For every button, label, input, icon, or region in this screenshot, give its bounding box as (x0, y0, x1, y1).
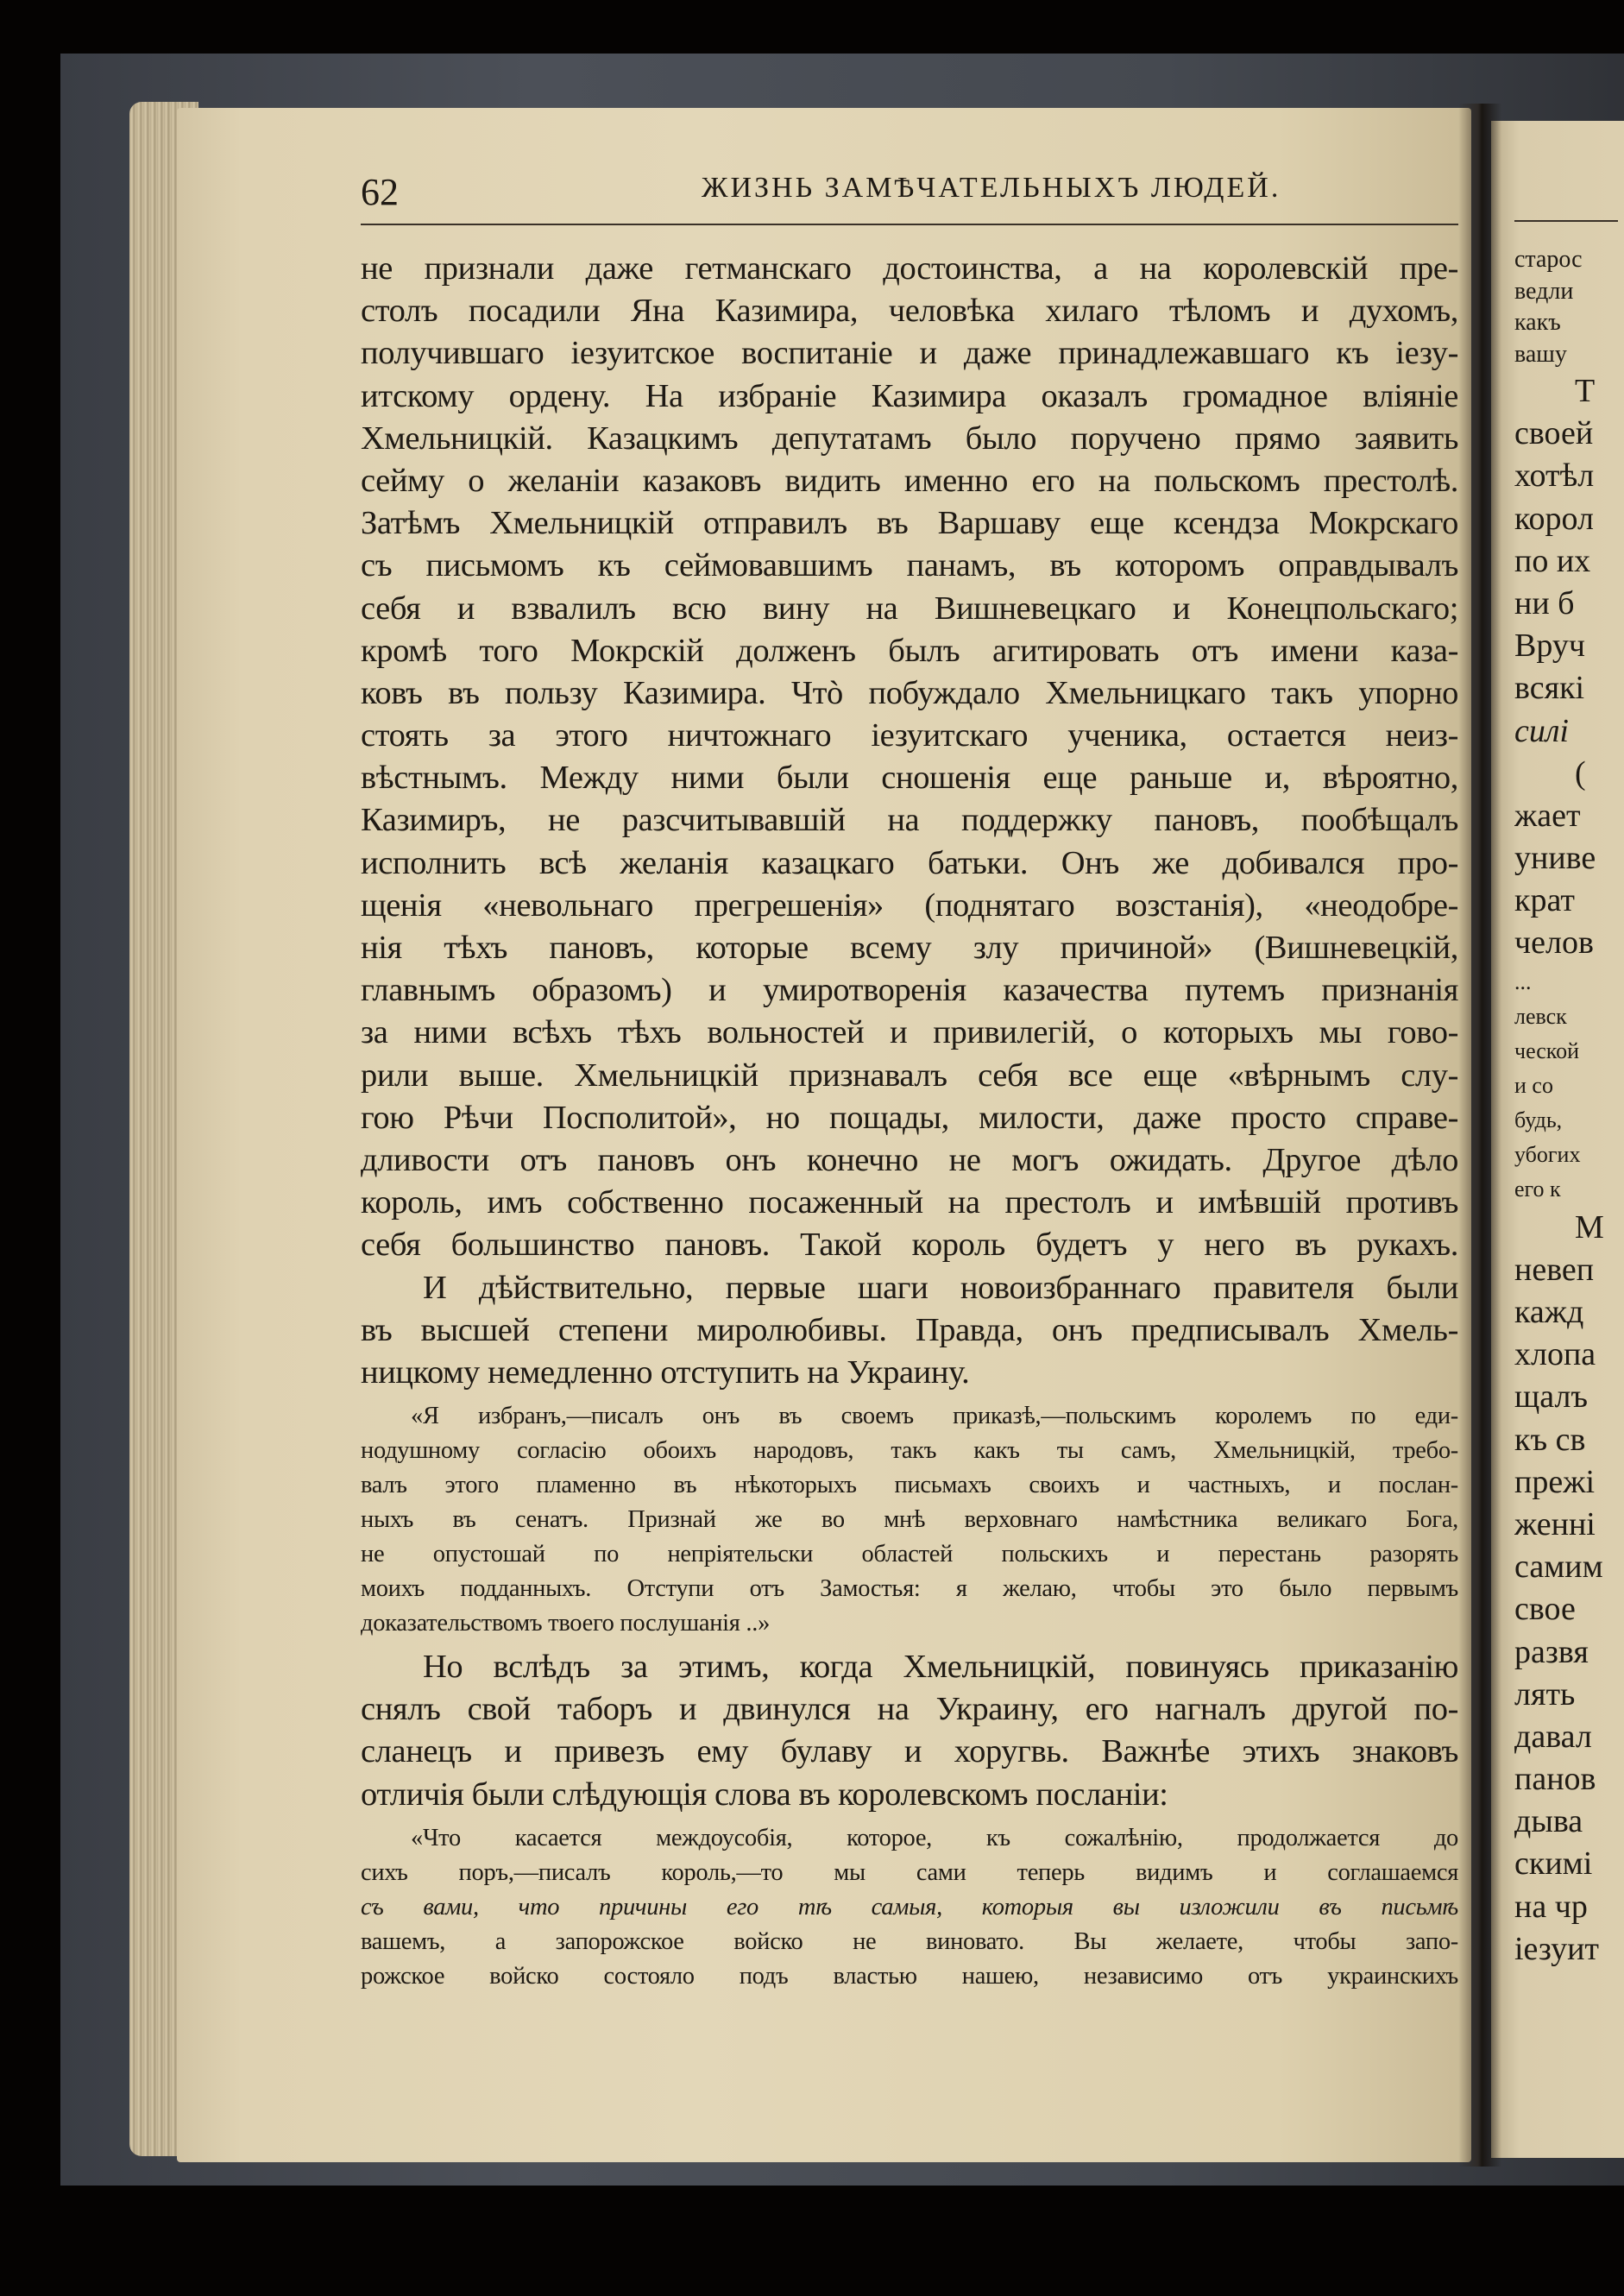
right-line: кажд (1514, 1294, 1584, 1330)
text-line: не признали даже гетманскаго достоинства, а на королевскій пре- (361, 250, 1458, 287)
text-line: Затѣмъ Хмельницкій отправилъ въ Варшаву еще ксендза Мокрскаго (361, 505, 1458, 542)
page-content (361, 168, 1458, 1999)
right-line: женні (1514, 1505, 1596, 1542)
text-line: сейму о желаніи казаковъ видить именно его на польскомъ престолѣ. (361, 462, 1458, 499)
paragraph-2 (361, 1267, 1458, 1395)
book-gutter (1458, 104, 1501, 2167)
quote-line: ныхъ въ сенатъ. Признай же во мнѣ верховнаго намѣстника великаго Бога, (361, 1506, 1458, 1534)
quote-king-letter (361, 1821, 1458, 1994)
right-line: ( (1575, 754, 1586, 792)
right-line: хотѣл (1514, 457, 1595, 495)
right-line: левск (1514, 1003, 1567, 1029)
text-line: нія тѣхъ пановъ, которые всему злу причиной» (Вишневецкій, (361, 930, 1458, 966)
paragraph-1 (361, 248, 1458, 1267)
paragraph-3 (361, 1646, 1458, 1816)
quote-line: моихъ подданныхъ. Отступи отъ Замостья: я желаю, чтобы это было первымъ (361, 1575, 1458, 1603)
right-line: убогих (1514, 1141, 1581, 1167)
right-line: ни б (1514, 584, 1575, 621)
right-line: силі (1514, 712, 1569, 749)
right-line: вашу (1514, 340, 1567, 368)
right-line: будь, (1514, 1107, 1563, 1132)
right-line: корол (1514, 500, 1594, 537)
page-body (361, 248, 1458, 1994)
right-line: на чр (1514, 1888, 1588, 1925)
text-line: король, имъ собственно посаженный на престолъ и имѣвшій противъ (361, 1184, 1458, 1221)
right-line: ческой (1514, 1038, 1580, 1063)
text-line: ницкому немедленно отступить на Украину. (361, 1353, 970, 1391)
text-line: себя и взвалилъ всю вину на Вишневецкаго и Конецпольскаго; (361, 590, 1458, 627)
text-line: стоять за этого ничтожнаго іезуитскаго ученика, остается неиз- (361, 717, 1458, 754)
quote-king-order (361, 1399, 1458, 1641)
right-line: развя (1514, 1633, 1589, 1670)
right-line: къ св (1514, 1421, 1586, 1458)
right-line: давал (1514, 1718, 1592, 1755)
text-line: итскому ордену. На избраніе Казимира оказалъ громадное вліяніе (361, 377, 1458, 414)
right-line: и со (1514, 1072, 1553, 1098)
text-line: исполнить всѣ желанія казацкаго батьки. Онъ же добивался про- (361, 844, 1458, 881)
quote-line: нодушному согласію обоихъ народовъ, такъ какъ ты самъ, Хмельницкій, требо- (361, 1437, 1458, 1465)
text-line: ковъ въ пользу Казимира. Чтò побуждало Хмельницкаго такъ упорно (361, 674, 1458, 711)
quote-line: валъ этого пламенно въ нѣкоторыхъ письмахъ своихъ и частныхъ, и послан- (361, 1472, 1458, 1499)
text-line: столъ посадили Яна Казимира, человѣка хилаго тѣломъ и духомъ, (361, 293, 1458, 330)
text-line: отличія были слѣдующія слова въ королевскомъ посланіи: (361, 1776, 1168, 1813)
quote-line: «Я избранъ,—писалъ онъ въ своемъ приказѣ,—польскимъ королемъ по еди- (411, 1403, 1458, 1430)
running-head: ЖИЗНЬ ЗАМѢЧАТЕЛЬНЫХЪ ЛЮДЕЙ. (702, 172, 1281, 204)
quote-line: «Что касается междоусобія, которое, къ сожалѣнію, продолжается до (411, 1824, 1458, 1851)
right-line: челов (1514, 924, 1594, 962)
quote-line: рожское войско состояло подъ властью нашею, независимо отъ украинскихъ (361, 1962, 1458, 1990)
right-line: іезуит (1514, 1930, 1600, 1967)
text-line: рили выше. Хмельницкій признавалъ себя все еще «вѣрнымъ слу- (361, 1057, 1458, 1094)
text-line: Но вслѣдъ за этимъ, когда Хмельницкій, повинуясь приказанію (423, 1649, 1458, 1686)
text-line: себя большинство пановъ. Такой король будетъ у него въ рукахъ. (361, 1227, 1458, 1264)
right-page-text (1514, 168, 1624, 1971)
quote-line: вашемъ, а запорожское войско не виновато. Вы желаете, чтобы запо- (361, 1927, 1458, 1955)
right-line: какъ (1514, 309, 1561, 336)
text-line: снялъ свой таборъ и двинулся на Украину, его нагналъ другой по- (361, 1691, 1458, 1728)
right-page-body (1514, 244, 1624, 1971)
page-number: 62 (361, 171, 399, 213)
text-line: вѣстнымъ. Между ними были сношенія еще раньше и, вѣроятно, (361, 760, 1458, 797)
text-line: сланецъ и привезъ ему булаву и хоругвь. Важнѣе этихъ знаковъ (361, 1733, 1458, 1770)
right-line: М (1575, 1208, 1604, 1246)
right-line: самим (1514, 1549, 1603, 1586)
quote-line: съ вами, что причины его тѣ самыя, которыя вы изложили въ письмѣ (361, 1893, 1458, 1921)
text-line: дливости отъ пановъ онъ конечно не могъ ожидать. Другое дѣло (361, 1141, 1458, 1178)
quote-line: не опустошай по непріятельски областей польскихъ и перестань разорять (361, 1541, 1458, 1568)
right-line: лять (1514, 1675, 1576, 1713)
right-line: жает (1514, 797, 1581, 834)
right-line: хлопа (1514, 1336, 1596, 1373)
right-line: униве (1514, 840, 1596, 877)
right-line: дыва (1514, 1803, 1583, 1840)
right-line: невеп (1514, 1251, 1595, 1288)
right-line: ведли (1514, 277, 1574, 305)
right-line: по их (1514, 542, 1591, 579)
text-line: въ высшей степени миролюбивы. Правда, онъ предписывалъ Хмель- (361, 1311, 1458, 1348)
right-line: старос (1514, 246, 1583, 273)
quote-line: сихъ поръ,—писалъ король,—то мы сами теперь видимъ и соглашаемся (361, 1858, 1458, 1886)
right-line: свое (1514, 1591, 1576, 1628)
right-line: всякі (1514, 670, 1585, 707)
text-line: Казимиръ, не разсчитывавшій на поддержку пановъ, пообѣщалъ (361, 802, 1458, 839)
text-line: гою Рѣчи Посполитой», но пощады, милости, даже просто справе- (361, 1099, 1458, 1136)
quote-line: доказательствомъ твоего послушанія ..» (361, 1610, 771, 1637)
text-line: Хмельницкій. Казацкимъ депутатамъ было поручено прямо заявить (361, 419, 1458, 457)
right-line: Т (1575, 373, 1596, 409)
text-line: щенія «невольнаго прегрешенія» (поднятаго возстанія), «неодобре- (361, 886, 1458, 924)
right-line: ... (1514, 968, 1532, 994)
text-line: главнымъ образомъ) и умиротворенія казачества путемъ признанія (361, 972, 1458, 1009)
right-line: скимі (1514, 1845, 1593, 1883)
right-line: его к (1514, 1176, 1561, 1202)
text-line: за ними всѣхъ тѣхъ вольностей и привилегій, о которыхъ мы гово- (361, 1014, 1458, 1051)
right-line: прежі (1514, 1463, 1596, 1500)
page-header (361, 168, 1458, 225)
right-line: своей (1514, 415, 1594, 452)
text-line: кромѣ того Мокрскій долженъ былъ агитировать отъ имени каза- (361, 632, 1458, 669)
right-line: панов (1514, 1761, 1596, 1798)
text-line: съ письмомъ къ сеймовавшимъ панамъ, въ которомъ оправдывалъ (361, 547, 1458, 584)
right-page-header-rule (1514, 168, 1618, 222)
right-line: крат (1514, 882, 1575, 919)
text-line: И дѣйствительно, первые шаги новоизбраннаго правителя были (423, 1269, 1458, 1306)
right-line: щалъ (1514, 1378, 1589, 1416)
right-line: Вруч (1514, 628, 1585, 665)
text-line: получившаго іезуитское воспитаніе и даже принадлежавшаго къ іезу- (361, 335, 1458, 372)
